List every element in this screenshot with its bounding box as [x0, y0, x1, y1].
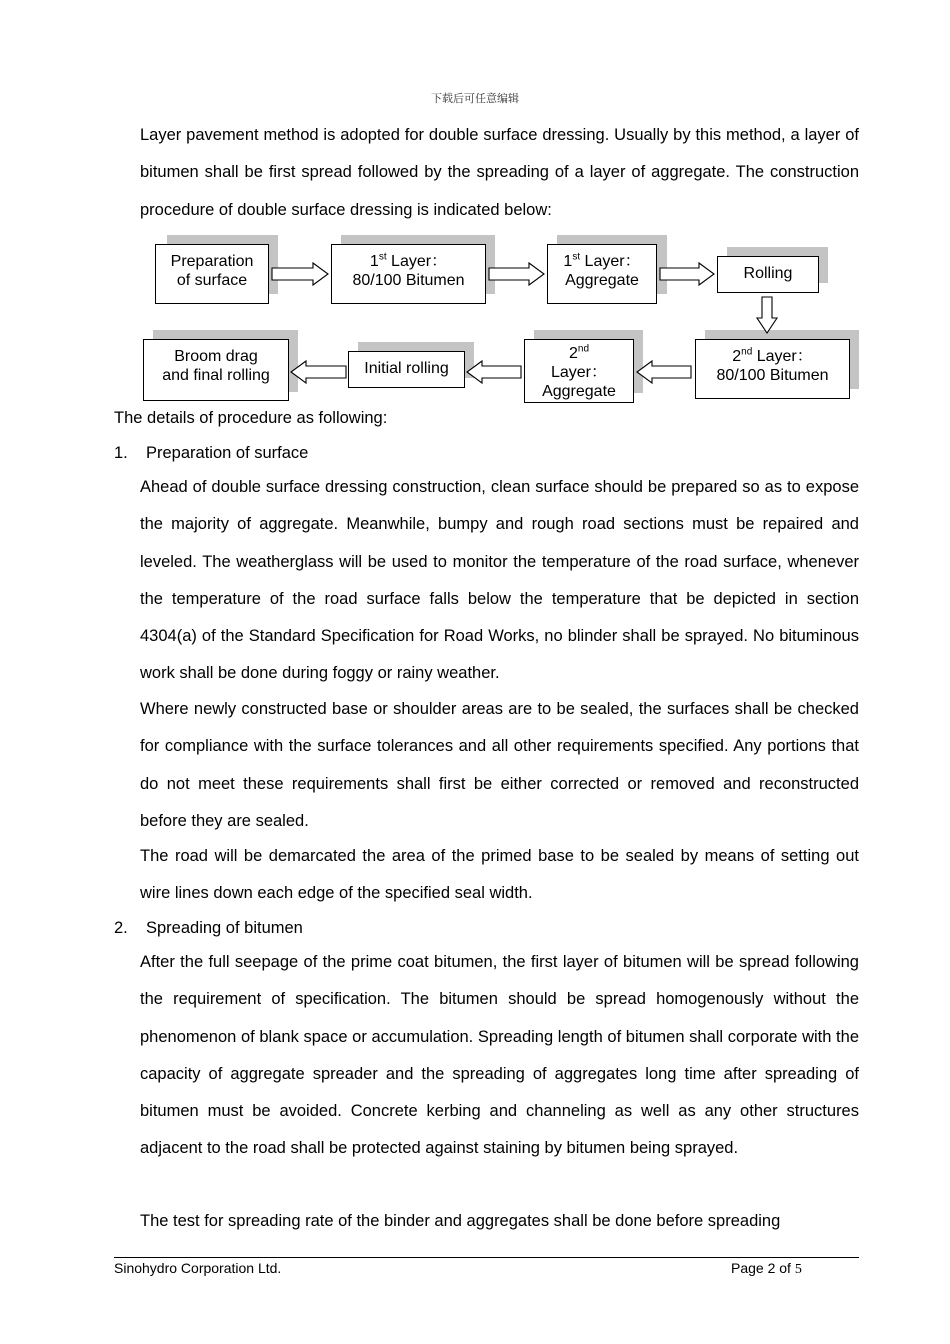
section-heading — [114, 442, 308, 464]
flow-step-first-layer-bitumen — [331, 244, 486, 304]
section-number: 1. — [114, 444, 128, 462]
flow-step-text: and final rolling — [162, 367, 270, 384]
section-title: Preparation of surface — [146, 444, 309, 462]
flow-step-sup: st — [572, 251, 581, 263]
section-paragraph: The road will be demarcated the area of the primed base to be sealed by means of setting out wire lines down each edge of the specified seal width. — [140, 847, 859, 903]
flow-step-sup: nd — [741, 346, 753, 358]
flow-step-text: Aggregate — [565, 272, 639, 289]
flow-step-text: 1 — [563, 253, 573, 270]
flow-step-first-layer-aggregate — [547, 244, 657, 304]
flow-step-preparation — [155, 244, 269, 304]
flow-step-second-layer-bitumen — [695, 339, 850, 399]
section-number: 2. — [114, 919, 128, 937]
arrow-down-icon — [757, 297, 777, 333]
page-prefix: Page 2 of — [731, 1260, 795, 1276]
flow-step-second-layer-aggregate — [524, 339, 634, 403]
flow-step-text: Layer： — [386, 253, 448, 270]
arrow-left-icon — [637, 361, 691, 383]
flow-step-sup: st — [378, 251, 387, 263]
footer-company: Sinohydro Corporation Ltd. — [114, 1260, 282, 1276]
flow-step-initial-rolling — [348, 351, 465, 388]
section-heading — [114, 917, 303, 939]
flow-step-text: Initial rolling — [364, 360, 449, 377]
arrow-left-icon — [291, 361, 346, 383]
arrow-left-icon — [467, 361, 521, 383]
flow-step-rolling — [717, 256, 819, 293]
flow-step-text: 80/100 Bitumen — [352, 272, 465, 289]
page-header: 下载后可任意编辑 — [431, 92, 519, 105]
footer-page-number — [731, 1260, 802, 1278]
arrow-right-icon — [660, 263, 714, 285]
flow-step-broom-drag — [143, 339, 289, 401]
page-total: 5 — [794, 1262, 802, 1277]
arrow-right-icon — [489, 263, 544, 285]
flow-step-text: Layer： — [580, 253, 641, 270]
flow-step-text: Broom drag — [174, 348, 258, 365]
flow-step-text: Layer： — [550, 364, 608, 381]
flow-step-text: of surface — [176, 272, 248, 289]
flow-step-text: Preparation — [170, 253, 254, 270]
flow-step-text: 80/100 Bitumen — [716, 367, 829, 384]
flow-step-text: 2 — [568, 345, 578, 362]
flow-step-sup: nd — [577, 343, 590, 355]
flow-step-text: 1 — [369, 253, 379, 270]
flow-step-text: Aggregate — [542, 383, 616, 400]
section-paragraph: Ahead of double surface dressing construction, clean surface should be prepared so as to expose the majority of aggregate. Meanwhile, bumpy and rough road sections must be repaired and leveled. The weatherglass will be used to monitor the temperature of the road surface, whenever the temperature of the road surface falls below the temperature that be depicted in section 4304(a) of the Standard Specification for Road Works, no blinder shall be sprayed. No bituminous work shall be done during foggy or rainy weather. — [140, 478, 859, 683]
flow-step-text: 2 — [732, 348, 742, 365]
intro-paragraph: Layer pavement method is adopted for double surface dressing. Usually by this method, a layer of bitumen shall be first spread followed by the spreading of a layer of aggregate. The construction procedure of double surface dressing is indicated below: — [140, 126, 859, 219]
arrow-right-icon — [272, 263, 328, 285]
section-paragraph: Where newly constructed base or shoulder areas are to be sealed, the surfaces shall be checked for compliance with the surface tolerances and all other requirements specified. Any portions that do not meet these requirements shall first be either corrected or removed and reconstructed before they are sealed. — [140, 700, 859, 830]
flow-step-text: Rolling — [743, 265, 793, 282]
section-paragraph: After the full seepage of the prime coat bitumen, the first layer of bitumen will be spread following the requirement of specification. The bitumen should be spread homogenously without the phenomenon of blank space or accumulation. Spreading length of bitumen shall corporate with the capacity of aggregate spreader and the spreading of aggregates long time after spreading of bitumen must be avoided. Concrete kerbing and channeling as well as any other structures adjacent to the road shall be protected against staining by bitumen being sprayed. — [140, 953, 859, 1158]
section-title: Spreading of bitumen — [146, 919, 303, 937]
footer-divider — [114, 1257, 859, 1258]
section-paragraph: The test for spreading rate of the binder and aggregates shall be done before spreading — [140, 1212, 781, 1230]
flow-step-text: Layer： — [752, 348, 813, 365]
details-intro: The details of procedure as following: — [114, 409, 388, 427]
